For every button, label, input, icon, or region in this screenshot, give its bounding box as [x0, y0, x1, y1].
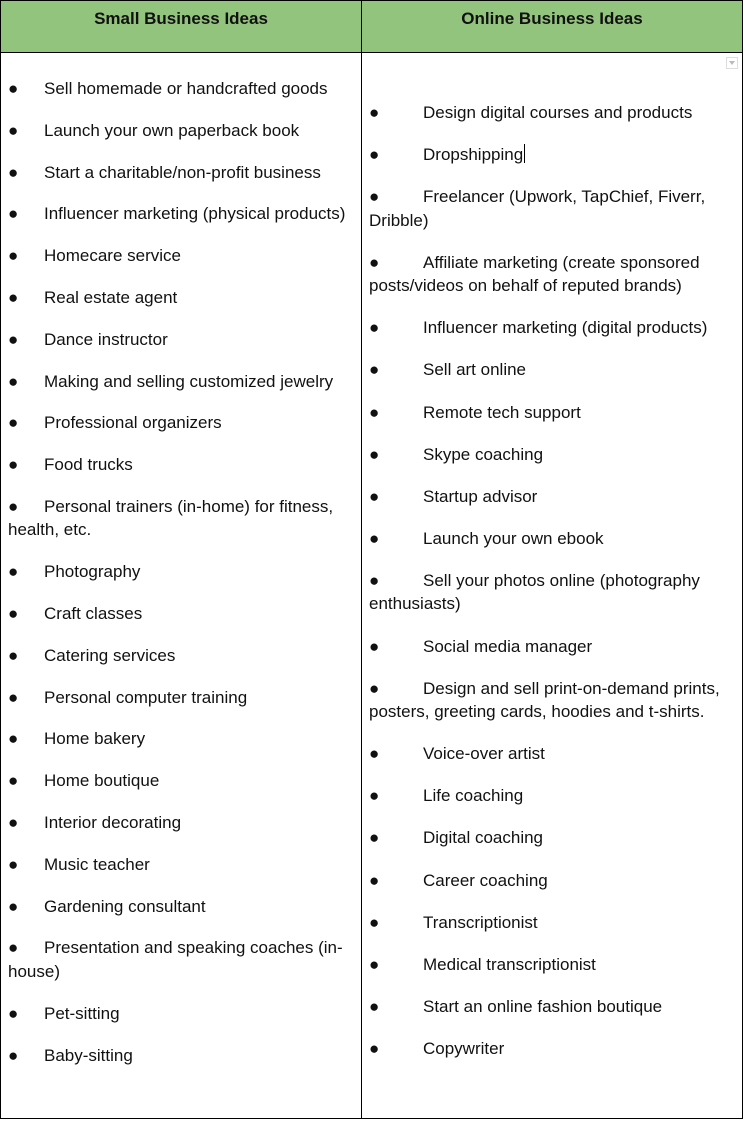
bullet-icon: ● — [8, 455, 19, 475]
list-item[interactable] — [8, 769, 356, 793]
list-item[interactable] — [8, 727, 356, 751]
bullet-icon: ● — [369, 252, 380, 272]
list-item-text: Real estate agent — [44, 287, 178, 307]
list-item-text: Influencer marketing (digital products) — [423, 318, 708, 338]
bullet-icon: ● — [8, 1003, 19, 1023]
bullet-icon: ● — [369, 636, 380, 656]
list-item-text: Personal computer training — [44, 687, 248, 707]
bullet-icon: ● — [369, 954, 380, 974]
list-item[interactable] — [8, 119, 356, 143]
list-item-text: Dropshipping — [423, 145, 524, 165]
list-item-text: Life coaching — [423, 786, 524, 806]
bullet-icon: ● — [369, 1038, 380, 1058]
list-item[interactable] — [8, 202, 356, 226]
list-item[interactable] — [369, 401, 735, 425]
list-item[interactable] — [369, 953, 735, 977]
bullet-icon: ● — [8, 79, 19, 98]
list-item[interactable] — [8, 453, 356, 477]
bullet-icon: ● — [8, 496, 19, 516]
list-item[interactable] — [369, 358, 735, 382]
bullet-icon: ● — [369, 828, 380, 848]
bullet-icon: ● — [369, 444, 380, 464]
list-item-text: Food trucks — [44, 455, 133, 475]
list-item-text: Influencer marketing (physical products) — [44, 204, 346, 224]
bullet-icon: ● — [369, 912, 380, 932]
list-item[interactable] — [8, 244, 356, 268]
header-online-business: Online Business Ideas — [461, 9, 643, 28]
list-item-text: Affiliate marketing (create sponsored posts/videos on behalf of reputed brands) — [369, 252, 700, 296]
list-item[interactable] — [8, 495, 356, 542]
bullet-icon: ● — [369, 528, 380, 548]
list-item-text: Digital coaching — [423, 828, 544, 848]
bullet-icon: ● — [369, 145, 380, 165]
list-item[interactable] — [369, 635, 735, 659]
list-item-text: Sell your photos online (photography enthusiasts) — [369, 570, 700, 614]
bullet-icon: ● — [369, 744, 380, 764]
list-item-text: Gardening consultant — [44, 896, 206, 916]
list-item-text: Launch your own paperback book — [44, 120, 300, 140]
list-item-text: Photography — [44, 562, 141, 582]
list-item[interactable] — [369, 485, 735, 509]
bullet-icon: ● — [8, 204, 19, 224]
column-divider — [361, 1, 362, 1118]
online-business-list[interactable] — [369, 101, 735, 1079]
list-item[interactable] — [369, 826, 735, 850]
list-item[interactable] — [8, 686, 356, 710]
list-item-text: Making and selling customized jewelry — [44, 371, 334, 391]
list-item-text: Start an online fashion boutique — [423, 996, 663, 1016]
list-item-text: Start a charitable/non-profit business — [44, 162, 321, 182]
list-item-text: Launch your own ebook — [423, 528, 604, 548]
list-item-text: Catering services — [44, 645, 176, 665]
list-item-text: Personal trainers (in-home) for fitness, health, etc. — [8, 496, 334, 540]
list-item[interactable] — [8, 811, 356, 835]
list-item[interactable] — [8, 936, 356, 983]
list-item-text: Freelancer (Upwork, TapChief, Fiverr, Dribble) — [369, 187, 706, 230]
list-item-text: Homecare service — [44, 246, 181, 266]
list-item[interactable] — [8, 895, 356, 919]
list-item[interactable] — [8, 644, 356, 668]
bullet-icon: ● — [369, 360, 380, 380]
list-item[interactable] — [369, 143, 735, 167]
list-item[interactable] — [8, 161, 356, 185]
bullet-icon: ● — [8, 246, 19, 266]
list-item[interactable] — [369, 784, 735, 808]
list-item-text: Presentation and speaking coaches (in-house) — [8, 938, 343, 981]
list-item-text: Interior decorating — [44, 813, 182, 833]
list-item[interactable] — [369, 1037, 735, 1061]
bullet-icon: ● — [369, 318, 380, 338]
list-item[interactable] — [8, 1044, 356, 1068]
list-item-text: Design digital courses and products — [423, 103, 693, 122]
list-item[interactable] — [8, 411, 356, 435]
list-item[interactable] — [369, 443, 735, 467]
bullet-icon: ● — [369, 486, 380, 506]
cell-dropdown-icon[interactable] — [726, 57, 738, 69]
list-item-text: Copywriter — [423, 1038, 505, 1058]
header-small-business: Small Business Ideas — [94, 9, 268, 28]
list-item[interactable] — [369, 677, 735, 724]
bullet-icon: ● — [369, 402, 380, 422]
list-item[interactable] — [8, 560, 356, 584]
list-item-text: Social media manager — [423, 636, 593, 656]
bullet-icon: ● — [8, 771, 19, 791]
list-item-text: Music teacher — [44, 854, 150, 874]
bullet-icon: ● — [8, 729, 19, 749]
list-item[interactable] — [8, 1002, 356, 1026]
bullet-icon: ● — [369, 570, 380, 590]
list-item[interactable] — [8, 328, 356, 352]
bullet-icon: ● — [369, 678, 380, 698]
list-item-text: Startup advisor — [423, 486, 538, 506]
bullet-icon: ● — [8, 1045, 19, 1065]
list-item-text: Professional organizers — [44, 413, 222, 433]
list-item-text: Career coaching — [423, 870, 548, 890]
text-cursor — [524, 144, 525, 163]
bullet-icon: ● — [369, 996, 380, 1016]
bullet-icon: ● — [8, 162, 19, 182]
list-item[interactable] — [8, 77, 356, 101]
list-item[interactable] — [369, 911, 735, 935]
list-item-text: Remote tech support — [423, 402, 581, 422]
list-item[interactable] — [369, 101, 735, 125]
list-item[interactable] — [369, 251, 735, 298]
list-item[interactable] — [369, 527, 735, 551]
list-item[interactable] — [369, 995, 735, 1019]
list-item-text: Home boutique — [44, 771, 160, 791]
list-item-text: Sell homemade or handcrafted goods — [44, 79, 328, 98]
list-item-text: Dance instructor — [44, 329, 168, 349]
list-item-text: Transcriptionist — [423, 912, 538, 932]
list-item[interactable] — [369, 316, 735, 340]
bullet-icon: ● — [369, 786, 380, 806]
bullet-icon: ● — [8, 120, 19, 140]
list-item[interactable] — [8, 853, 356, 877]
list-item[interactable] — [8, 286, 356, 310]
list-item[interactable] — [369, 869, 735, 893]
table-header-row — [1, 1, 742, 53]
list-item-text: Voice-over artist — [423, 744, 545, 764]
list-item-text: Sell art online — [423, 360, 527, 380]
bullet-icon: ● — [8, 938, 19, 958]
bullet-icon: ● — [8, 687, 19, 707]
bullet-icon: ● — [369, 870, 380, 890]
bullet-icon: ● — [8, 854, 19, 874]
list-item-text: Baby-sitting — [44, 1045, 133, 1065]
list-item-text: Design and sell print-on-demand prints, posters, greeting cards, hoodies and t-shirts. — [369, 678, 720, 722]
bullet-icon: ● — [8, 813, 19, 833]
list-item-text: Home bakery — [44, 729, 146, 749]
bullet-icon: ● — [369, 187, 380, 207]
bullet-icon: ● — [8, 329, 19, 349]
bullet-icon: ● — [8, 562, 19, 582]
bullet-icon: ● — [8, 413, 19, 433]
list-item-text: Medical transcriptionist — [423, 954, 596, 974]
bullet-icon: ● — [8, 604, 19, 624]
list-item[interactable] — [369, 185, 735, 232]
bullet-icon: ● — [8, 896, 19, 916]
list-item-text: Skype coaching — [423, 444, 544, 464]
bullet-icon: ● — [8, 287, 19, 307]
bullet-icon: ● — [8, 371, 19, 391]
list-item-text: Pet-sitting — [44, 1003, 120, 1023]
list-item[interactable] — [8, 370, 356, 394]
list-item-text: Craft classes — [44, 604, 143, 624]
bullet-icon: ● — [8, 645, 19, 665]
list-item[interactable] — [369, 569, 735, 616]
small-business-list[interactable] — [8, 77, 356, 1085]
list-item[interactable] — [369, 742, 735, 766]
bullet-icon: ● — [369, 103, 380, 122]
list-item[interactable] — [8, 602, 356, 626]
